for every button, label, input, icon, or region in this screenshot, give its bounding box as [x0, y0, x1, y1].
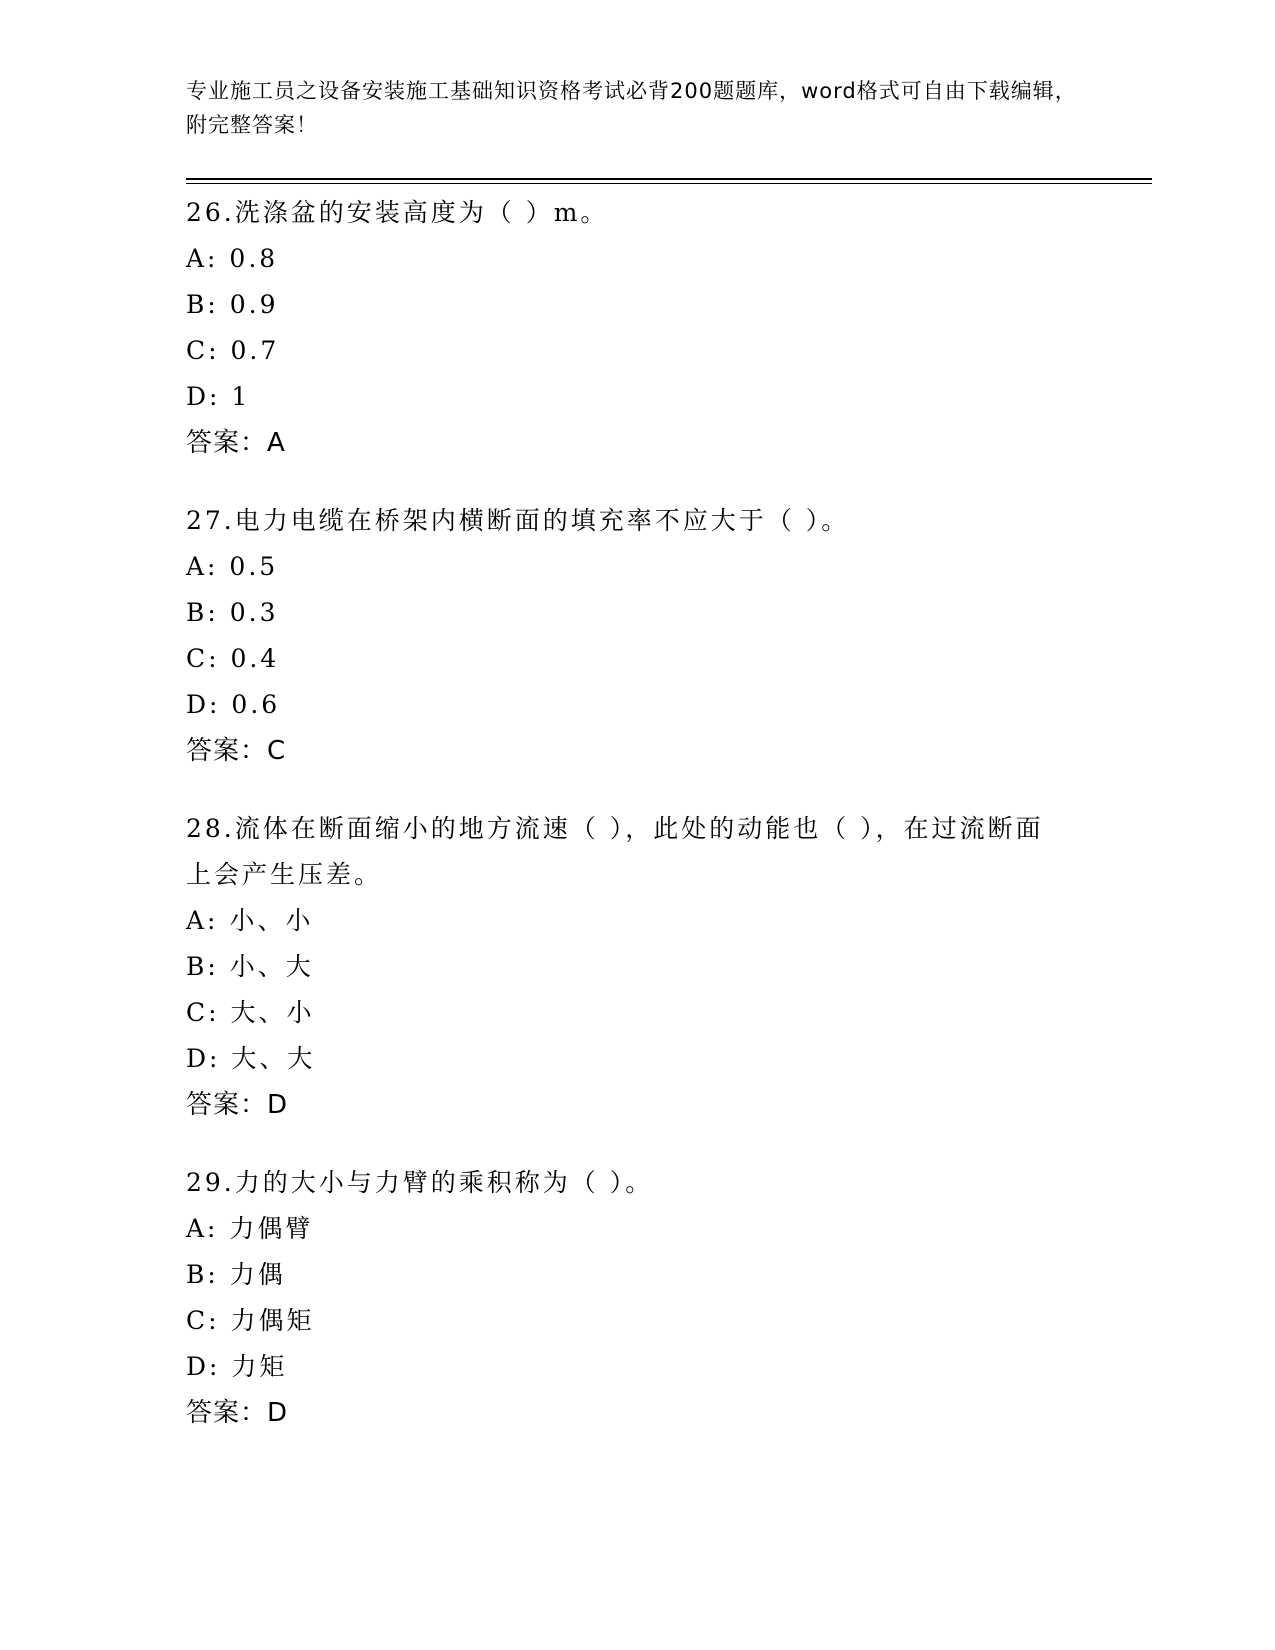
option-c: C: 0.7 — [186, 336, 280, 365]
question-stem: 27.电力电缆在桥架内横断面的填充率不应大于（ ）。 — [186, 506, 850, 535]
option-d: D: 1 — [186, 382, 251, 411]
option-a: A: 力偶臂 — [186, 1214, 314, 1243]
option-d: D: 力矩 — [186, 1352, 288, 1381]
option-c: C: 0.4 — [186, 644, 280, 673]
option-c: C: 大、小 — [186, 998, 315, 1027]
question-29 — [186, 1160, 1086, 1436]
answer-text: 答案：D — [186, 1398, 289, 1428]
option-b: B: 0.9 — [186, 290, 279, 319]
option-b: B: 小、大 — [186, 952, 314, 981]
header-divider-thin — [186, 183, 1152, 184]
answer-text: 答案：D — [186, 1090, 289, 1120]
question-28 — [186, 806, 1086, 1128]
header-divider-thick — [186, 178, 1152, 180]
question-list — [186, 190, 1086, 1468]
option-a: A: 小、小 — [186, 906, 314, 935]
question-26 — [186, 190, 1086, 466]
question-27 — [186, 498, 1086, 774]
option-c: C: 力偶矩 — [186, 1306, 315, 1335]
option-a: A: 0.8 — [186, 244, 279, 273]
answer-text: 答案：C — [186, 736, 287, 766]
document-header: 专业施工员之设备安装施工基础知识资格考试必背200题题库，word格式可自由下载编辑，附完整答案！ — [186, 79, 1077, 137]
question-stem: 28.流体在断面缩小的地方流速（ ），此处的动能也（ ），在过流断面上会产生压差。 — [186, 814, 1044, 889]
question-stem: 26.洗涤盆的安装高度为（ ）m。 — [186, 198, 609, 227]
option-d: D: 0.6 — [186, 690, 281, 719]
answer-text: 答案：A — [186, 428, 286, 458]
option-a: A: 0.5 — [186, 552, 279, 581]
question-stem: 29.力的大小与力臂的乘积称为（ ）。 — [186, 1168, 654, 1197]
option-b: B: 0.3 — [186, 598, 279, 627]
option-d: D: 大、大 — [186, 1044, 316, 1073]
option-b: B: 力偶 — [186, 1260, 286, 1289]
